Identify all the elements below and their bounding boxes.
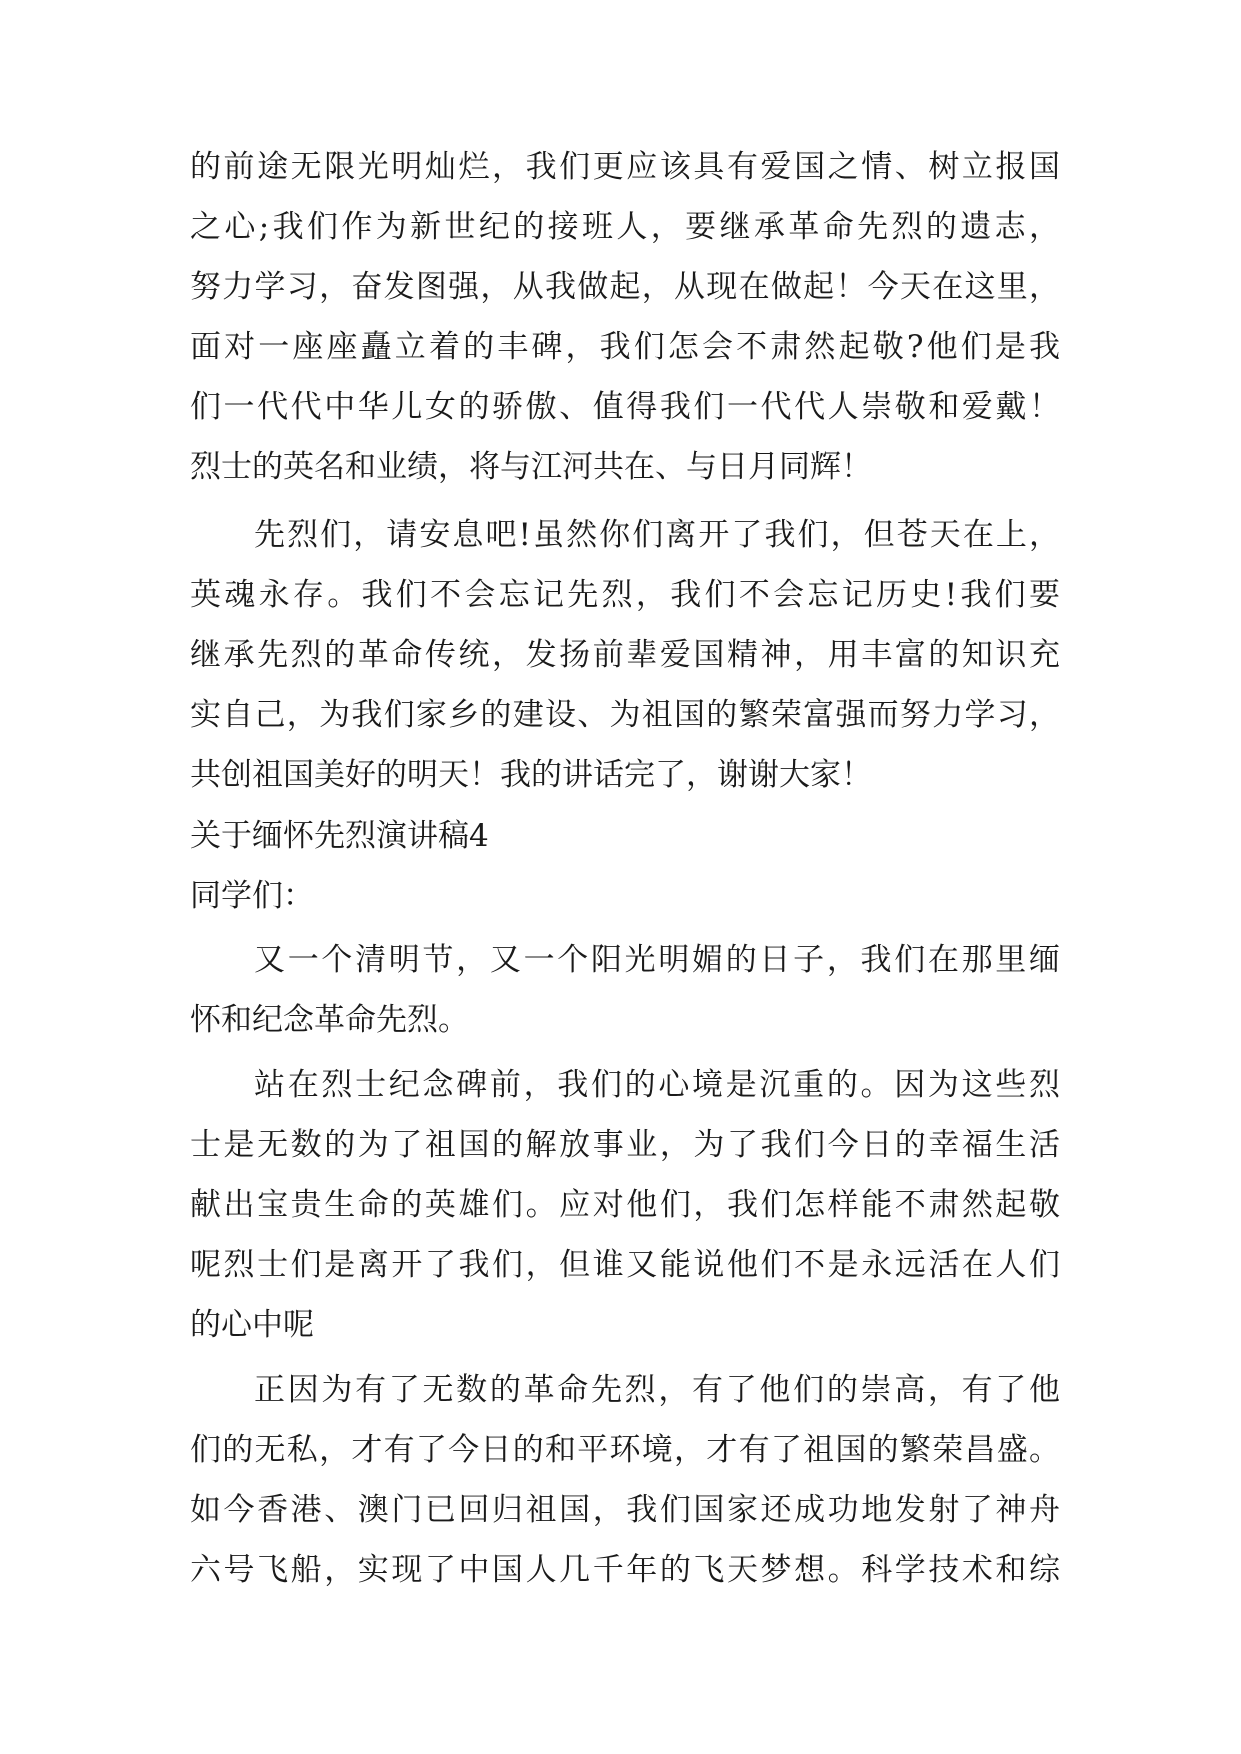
text-line: 献出宝贵生命的英雄们。应对他们，我们怎样能不肃然起敬	[190, 1187, 1060, 1223]
text-line: 烈士的英名和业绩，将与江河共在、与日月同辉！	[190, 449, 872, 485]
text-line: 呢烈士们是离开了我们，但谁又能说他们不是永远活在人们	[190, 1247, 1060, 1283]
paragraph-first-line: 又一个清明节，又一个阳光明媚的日子，我们在那里缅	[254, 942, 1060, 978]
text-line: 们的无私，才有了今日的和平环境，才有了祖国的繁荣昌盛。	[190, 1432, 1060, 1468]
text-line: 如今香港、澳门已回归祖国，我们国家还成功地发射了神舟	[190, 1492, 1060, 1528]
text-line: 的心中呢	[190, 1307, 314, 1343]
salutation: 同学们：	[190, 878, 314, 914]
text-line: 们一代代中华儿女的骄傲、值得我们一代代人崇敬和爱戴！	[190, 389, 1060, 425]
text-line: 共创祖国美好的明天！我的讲话完了，谢谢大家！	[190, 757, 872, 793]
text-line: 怀和纪念革命先烈。	[190, 1002, 469, 1038]
text-line: 面对一座座矗立着的丰碑，我们怎会不肃然起敬?他们是我	[190, 329, 1060, 365]
text-line: 的前途无限光明灿烂，我们更应该具有爱国之情、树立报国	[190, 149, 1060, 185]
section-heading: 关于缅怀先烈演讲稿4	[190, 818, 489, 854]
paragraph-first-line: 先烈们，请安息吧!虽然你们离开了我们，但苍天在上，	[254, 517, 1060, 553]
text-line: 士是无数的为了祖国的解放事业，为了我们今日的幸福生活	[190, 1127, 1060, 1163]
text-line: 实自己，为我们家乡的建设、为祖国的繁荣富强而努力学习，	[190, 697, 1060, 733]
paragraph-first-line: 站在烈士纪念碑前，我们的心境是沉重的。因为这些烈	[254, 1067, 1060, 1103]
text-line: 继承先烈的革命传统，发扬前辈爱国精神，用丰富的知识充	[190, 637, 1060, 673]
text-line: 六号飞船，实现了中国人几千年的飞天梦想。科学技术和综	[190, 1552, 1060, 1588]
text-line: 努力学习，奋发图强，从我做起，从现在做起！今天在这里，	[190, 269, 1060, 305]
paragraph-first-line: 正因为有了无数的革命先烈，有了他们的崇高，有了他	[254, 1372, 1060, 1408]
text-line: 之心;我们作为新世纪的接班人，要继承革命先烈的遗志，	[190, 209, 1060, 245]
text-line: 英魂永存。我们不会忘记先烈，我们不会忘记历史!我们要	[190, 577, 1060, 613]
